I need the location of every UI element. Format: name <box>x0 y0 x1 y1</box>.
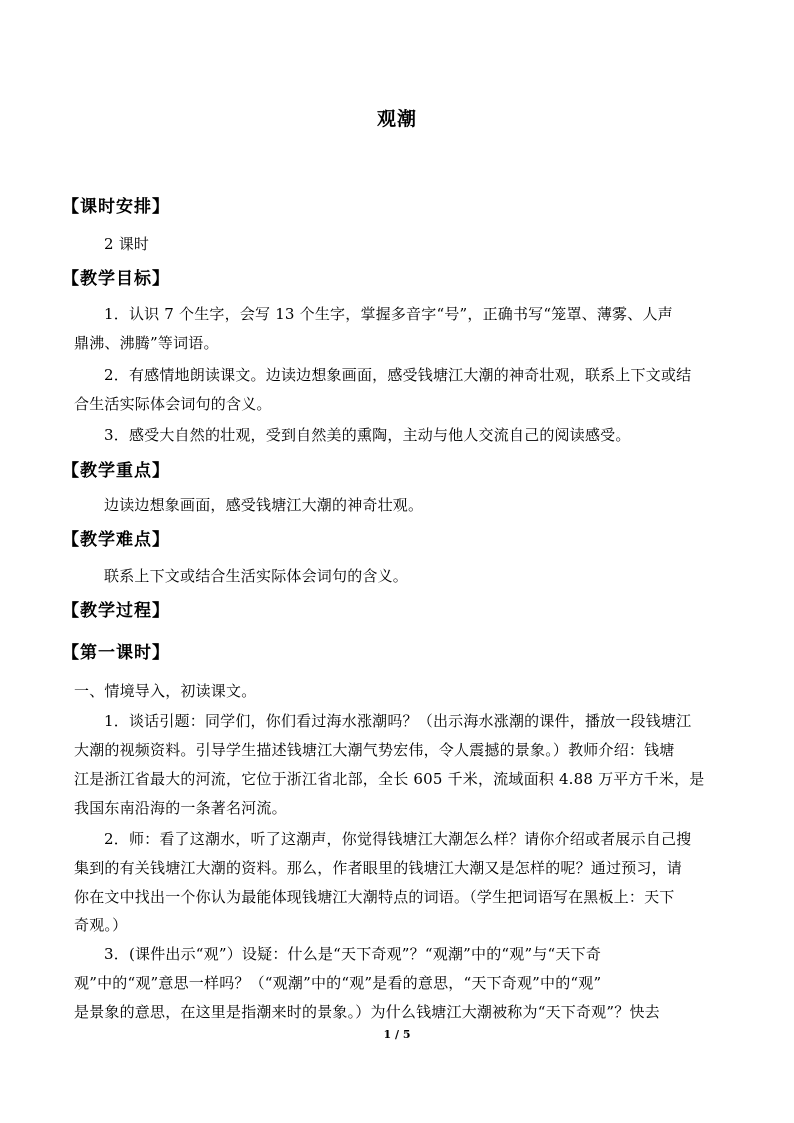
heading-key-points: 【教学重点】 <box>62 461 170 481</box>
heading-process: 【教学过程】 <box>62 601 170 621</box>
goal-2-line-2: 合生活实际体会词句的含义。 <box>74 395 272 413</box>
step-1-title: 一、情境导入，初读课文。 <box>74 682 257 700</box>
para-3-line-1: 3．(课件出示“观”）设疑：什么是“天下奇观”？“观潮”中的“观”与“天下奇 <box>104 945 602 963</box>
para-1-line-2: 大潮的视频资料。引导学生描述钱塘江大潮气势宏伟，令人震撼的景象。）教师介绍：钱塘 <box>74 741 675 759</box>
difficulty-body: 联系上下文或结合生活实际体会词句的含义。 <box>104 567 409 585</box>
para-3-line-2: 观”中的“观”意思一样吗？（“观潮”中的“观”是看的意思，“天下奇观”中的“观” <box>74 974 602 992</box>
page-title: 观潮 <box>376 108 417 130</box>
goal-1-line-2: 鼎沸、沸腾”等词语。 <box>74 334 219 352</box>
para-2-line-2: 集到的有关钱塘江大潮的资料。那么，作者眼里的钱塘江大潮又是怎样的呢？通过预习，请 <box>74 859 683 877</box>
page-number: 1 / 5 <box>383 1028 411 1041</box>
schedule-body: 2 课时 <box>104 235 150 253</box>
para-2-line-4: 奇观。） <box>74 916 128 934</box>
heading-schedule: 【课时安排】 <box>62 197 170 217</box>
para-1-line-3: 江是浙江省最大的河流，它位于浙江省北部，全长 605 千米，流域面积 4.88 万平方千米，是 <box>74 770 705 788</box>
heading-goals: 【教学目标】 <box>62 269 170 289</box>
para-2-line-3: 你在文中找出一个你认为最能体现钱塘江大潮特点的词语。（学生把词语写在黑板上：天下 <box>74 888 675 906</box>
key-points-body: 边读边想象画面，感受钱塘江大潮的神奇壮观。 <box>104 496 424 514</box>
para-1-line-4: 我国东南沿海的一条著名河流。 <box>74 799 287 817</box>
para-2-line-1: 2．师：看了这潮水，听了这潮声，你觉得钱塘江大潮怎么样？请你介绍或者展示自己搜 <box>104 830 692 848</box>
para-3-line-3: 是景象的意思，在这里是指潮来时的景象。）为什么钱塘江大潮被称为“天下奇观”？快去 <box>74 1003 660 1021</box>
para-1-line-1: 1．谈话引题：同学们，你们看过海水涨潮吗？（出示海水涨潮的课件，播放一段钱塘江 <box>104 712 692 730</box>
goal-2-line-1: 2．有感情地朗读课文。边读边想象画面，感受钱塘江大潮的神奇壮观，联系上下文或结 <box>104 366 692 384</box>
heading-difficulty: 【教学难点】 <box>62 530 170 550</box>
goal-3-line-1: 3．感受大自然的壮观，受到自然美的熏陶，主动与他人交流自己的阅读感受。 <box>104 426 631 444</box>
heading-lesson-1: 【第一课时】 <box>62 643 170 663</box>
goal-1-line-1: 1．认识 7 个生字，会写 13 个生字，掌握多音字“号”，正确书写“笼罩、薄雾、人声 <box>104 305 673 323</box>
